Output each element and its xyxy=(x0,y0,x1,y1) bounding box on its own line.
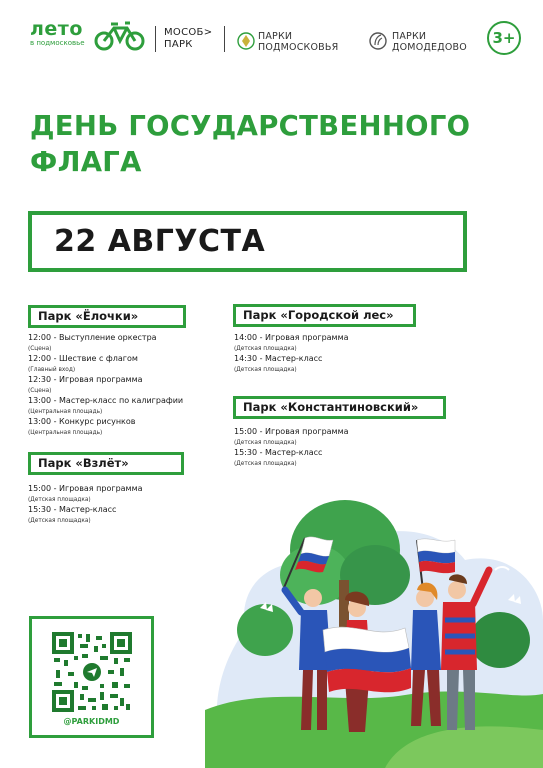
park-name-konstantinovsky: Парк «Константиновский» xyxy=(233,396,446,419)
schedule-item-place: (Детская площадка) xyxy=(28,496,91,503)
schedule-item: 12:00 - Выступление оркестра xyxy=(28,333,157,342)
parki-domodedovo-emblem-icon xyxy=(369,31,387,51)
schedule-item-place: (Центральная площадь) xyxy=(28,408,103,415)
schedule-item-place: (Центральная площадь) xyxy=(28,429,103,436)
park-name-vzlet: Парк «Взлёт» xyxy=(28,452,184,475)
schedule-item: 15:00 - Игровая программа xyxy=(234,427,349,436)
mosobpark-logo xyxy=(164,27,212,51)
schedule-gorodskoy-les xyxy=(234,333,434,375)
page-title xyxy=(30,108,530,180)
schedule-item: 15:00 - Игровая программа xyxy=(28,484,143,493)
schedule-vzlet xyxy=(28,484,228,526)
title-line1: ДЕНЬ ГОСУДАРСТВЕННОГО xyxy=(30,110,471,142)
parki-dom-line1: ПАРКИ xyxy=(392,31,427,42)
parki-podm-line2: ПОДМОСКОВЬЯ xyxy=(258,42,339,53)
header-divider xyxy=(155,26,156,52)
flag-day-illustration xyxy=(205,480,543,768)
schedule-item: 12:30 - Игровая программа xyxy=(28,375,143,384)
park-name-gorodskoy-les: Парк «Городской лес» xyxy=(233,304,416,327)
qr-code-icon[interactable] xyxy=(52,632,132,712)
schedule-item: 13:00 - Конкурс рисунков xyxy=(28,417,136,426)
leto-logo-subtext: в подмосковье xyxy=(30,39,85,47)
mosobpark-line1: МОСОБ> xyxy=(164,27,213,38)
schedule-item-place: (Детская площадка) xyxy=(234,439,297,446)
title-line2: ФЛАГА xyxy=(30,146,142,178)
leto-logo xyxy=(30,20,85,48)
schedule-item-place: (Главный вход) xyxy=(28,366,76,373)
schedule-item: 14:00 - Игровая программа xyxy=(234,333,349,342)
social-handle[interactable]: @PARKIDMD xyxy=(63,717,120,726)
parki-podm-line1: ПАРКИ xyxy=(258,31,293,42)
schedule-item-place: (Детская площадка) xyxy=(234,366,297,373)
schedule-item: 13:00 - Мастер-класс по калиграфии xyxy=(28,396,184,405)
parki-podmoskovya-emblem-icon xyxy=(237,31,255,51)
bicycle-icon xyxy=(94,20,146,52)
schedule-item-place: (Сцена) xyxy=(28,387,52,394)
schedule-item: 15:30 - Мастер-класс xyxy=(234,448,323,457)
parki-dom-line2: ДОМОДЕДОВО xyxy=(392,42,467,53)
parki-domodedovo-logo xyxy=(392,31,467,53)
schedule-item-place: (Детская площадка) xyxy=(234,460,297,467)
mosobpark-line2: ПАРК xyxy=(164,39,193,50)
parki-podmoskovya-logo xyxy=(258,31,338,53)
schedule-item-place: (Детская площадка) xyxy=(28,517,91,524)
schedule-item: 14:30 - Мастер-класс xyxy=(234,354,323,363)
schedule-konstantinovsky xyxy=(234,427,434,469)
age-rating-badge: 3+ xyxy=(487,21,521,55)
park-name-yolochki: Парк «Ёлочки» xyxy=(28,305,186,328)
schedule-item-place: (Детская площадка) xyxy=(234,345,297,352)
header-divider xyxy=(224,26,225,52)
schedule-item: 12:00 - Шествие с флагом xyxy=(28,354,138,363)
schedule-item: 15:30 - Мастер-класс xyxy=(28,505,117,514)
schedule-yolochki xyxy=(28,333,228,438)
schedule-item-place: (Сцена) xyxy=(28,345,52,352)
leto-logo-text: лето xyxy=(30,18,83,40)
event-date: 22 АВГУСТА xyxy=(54,224,266,259)
